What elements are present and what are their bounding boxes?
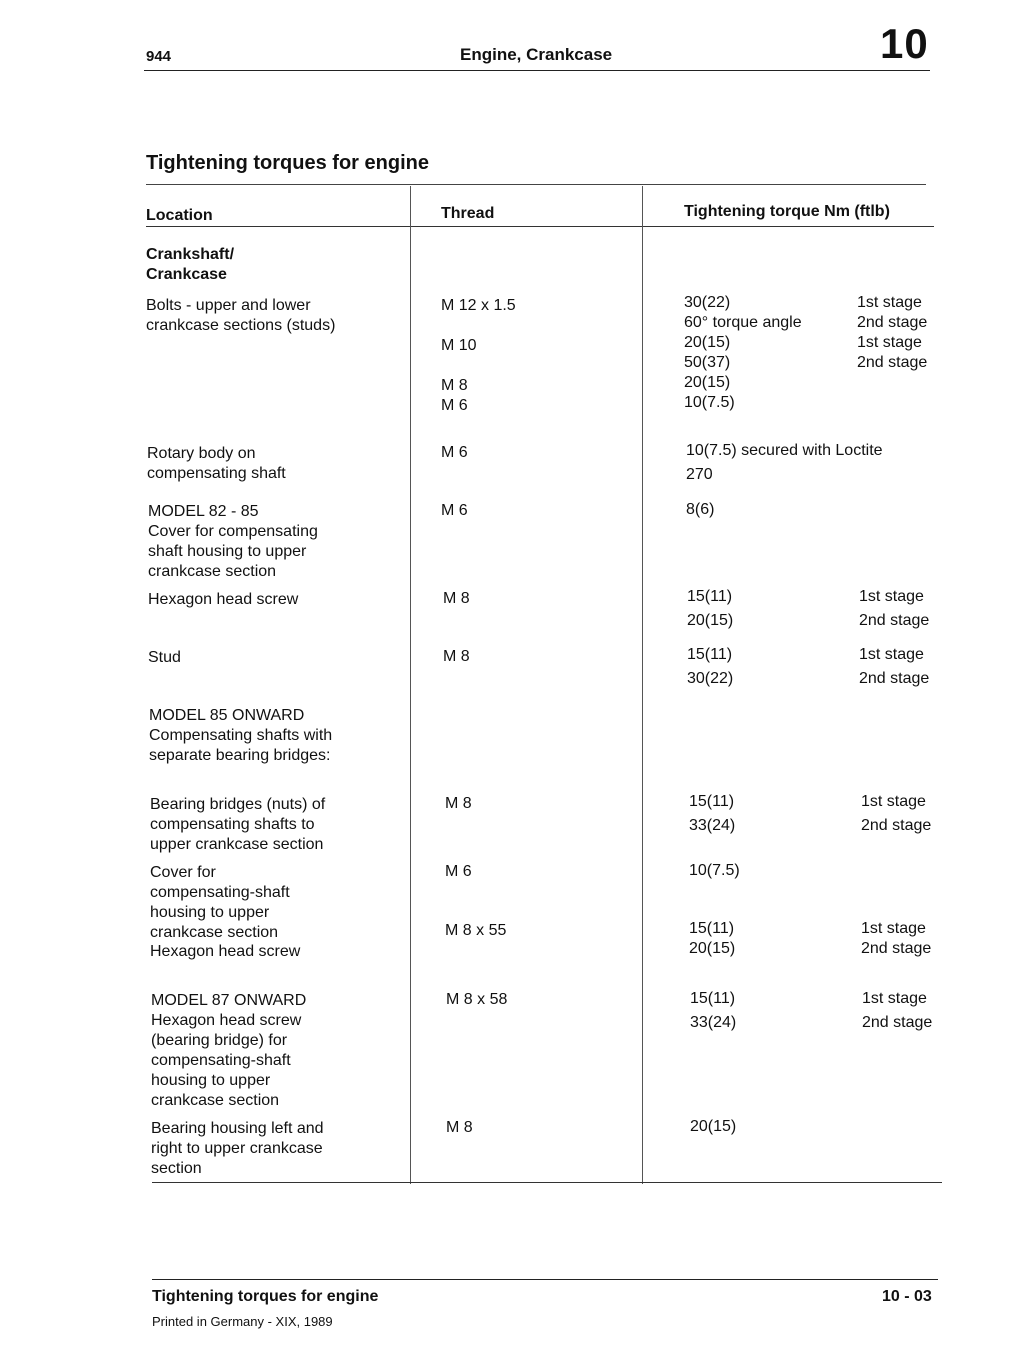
cell-thread: M 6	[441, 444, 468, 461]
cell-location: crankcase section	[150, 924, 279, 941]
cell-torque: 20(15)	[687, 612, 734, 629]
cell-stage: 1st stage	[862, 990, 927, 1007]
cell-torque: 20(15)	[690, 1118, 737, 1135]
cell-torque: 15(11)	[687, 646, 733, 663]
chapter-title: Engine, Crankcase	[460, 45, 613, 64]
cell-torque: 10(7.5)	[684, 394, 735, 411]
cell-stage: 2nd stage	[859, 670, 930, 687]
cell-location: Bearing housing left and	[151, 1120, 324, 1137]
cell-stage: 1st stage	[859, 588, 924, 605]
cell-stage: 1st stage	[859, 646, 924, 663]
cell-thread: M 8 x 58	[446, 991, 508, 1008]
cell-torque: 33(24)	[690, 1014, 737, 1031]
cell-torque: 10(7.5)	[689, 862, 740, 879]
cell-location: Rotary body on	[147, 445, 256, 462]
cell-location: Hexagon head screw	[151, 1012, 302, 1029]
model-number: 944	[146, 48, 172, 65]
cell-thread: M 8	[445, 795, 472, 812]
cell-location: Compensating shafts with	[149, 727, 333, 744]
cell-torque: 8(6)	[686, 501, 715, 518]
cell-torque: 33(24)	[689, 817, 736, 834]
cell-stage: 2nd stage	[862, 1014, 933, 1031]
cell-torque: 30(22)	[687, 670, 734, 687]
cell-thread: M 8	[443, 590, 470, 607]
chapter-number: 10	[880, 20, 929, 67]
cell-torque: 10(7.5) secured with Loctite	[686, 442, 883, 459]
cell-location: housing to upper	[150, 904, 270, 921]
cell-torque: 20(15)	[684, 334, 731, 351]
cell-location: Crankshaft/	[146, 246, 235, 263]
cell-torque: 15(11)	[689, 793, 735, 810]
cell-torque: 15(11)	[689, 920, 735, 937]
cell-torque: 20(15)	[689, 940, 736, 957]
cell-location: MODEL 85 ONWARD	[149, 707, 305, 724]
cell-stage: 2nd stage	[861, 817, 932, 834]
print-info: Printed in Germany - XIX, 1989	[152, 1314, 333, 1329]
cell-torque: 20(15)	[684, 374, 731, 391]
cell-stage: 1st stage	[857, 294, 922, 311]
cell-thread: M 10	[441, 337, 477, 354]
cell-thread: M 6	[445, 863, 472, 880]
cell-thread: M 8	[443, 648, 470, 665]
table-bottom-rule	[152, 1182, 942, 1183]
cell-torque: 60° torque angle	[684, 314, 802, 331]
footer-rule	[152, 1279, 938, 1280]
cell-location: Bolts - upper and lower	[146, 297, 311, 314]
column-divider-1	[410, 186, 411, 1184]
cell-location: Crankcase	[146, 266, 227, 283]
cell-location: (bearing bridge) for	[151, 1032, 288, 1049]
cell-location: compensating-shaft	[150, 884, 290, 901]
cell-location: compensating shafts to	[150, 816, 315, 833]
cell-thread: M 8	[441, 377, 468, 394]
cell-location: section	[151, 1160, 202, 1177]
cell-stage: 1st stage	[857, 334, 922, 351]
cell-location: Stud	[148, 649, 181, 666]
cell-torque: 270	[686, 466, 713, 483]
cell-stage: 1st stage	[861, 793, 926, 810]
column-header-torque: Tightening torque Nm (ftlb)	[684, 203, 890, 220]
cell-location: compensating shaft	[147, 465, 286, 482]
cell-location: Bearing bridges (nuts) of	[150, 796, 326, 813]
cell-torque: 50(37)	[684, 354, 731, 371]
section-title: Tightening torques for engine	[146, 152, 429, 174]
cell-stage: 2nd stage	[857, 314, 928, 331]
cell-location: right to upper crankcase	[151, 1140, 323, 1157]
cell-torque: 30(22)	[684, 294, 731, 311]
cell-thread: M 6	[441, 502, 468, 519]
cell-location: Hexagon head screw	[148, 591, 299, 608]
cell-location: crankcase section	[148, 563, 277, 580]
cell-location: Hexagon head screw	[150, 943, 301, 960]
cell-thread: M 12 x 1.5	[441, 297, 516, 314]
header-rule	[144, 70, 930, 71]
cell-stage: 2nd stage	[861, 940, 932, 957]
cell-location: Cover for compensating	[148, 523, 318, 540]
cell-thread: M 6	[441, 397, 468, 414]
cell-location: separate bearing bridges:	[149, 747, 331, 764]
column-header-thread: Thread	[441, 205, 495, 222]
cell-location: MODEL 82 - 85	[148, 503, 259, 520]
section-rule	[146, 184, 926, 185]
cell-location: MODEL 87 ONWARD	[151, 992, 307, 1009]
cell-torque: 15(11)	[690, 990, 736, 1007]
cell-stage: 2nd stage	[857, 354, 928, 371]
cell-location: housing to upper	[151, 1072, 271, 1089]
cell-stage: 2nd stage	[859, 612, 930, 629]
column-divider-2	[642, 186, 643, 1184]
cell-torque: 15(11)	[687, 588, 733, 605]
cell-thread: M 8	[446, 1119, 473, 1136]
cell-location: shaft housing to upper	[148, 543, 307, 560]
cell-stage: 1st stage	[861, 920, 926, 937]
column-header-location: Location	[146, 207, 213, 224]
cell-location: compensating-shaft	[151, 1052, 291, 1069]
page-number: 10 - 03	[882, 1288, 932, 1305]
cell-location: Cover for	[150, 864, 216, 881]
cell-location: crankcase section	[151, 1092, 280, 1109]
cell-location: upper crankcase section	[150, 836, 324, 853]
header-underline	[146, 226, 934, 227]
cell-location: crankcase sections (studs)	[146, 317, 336, 334]
cell-thread: M 8 x 55	[445, 922, 507, 939]
footer-title: Tightening torques for engine	[152, 1288, 379, 1305]
